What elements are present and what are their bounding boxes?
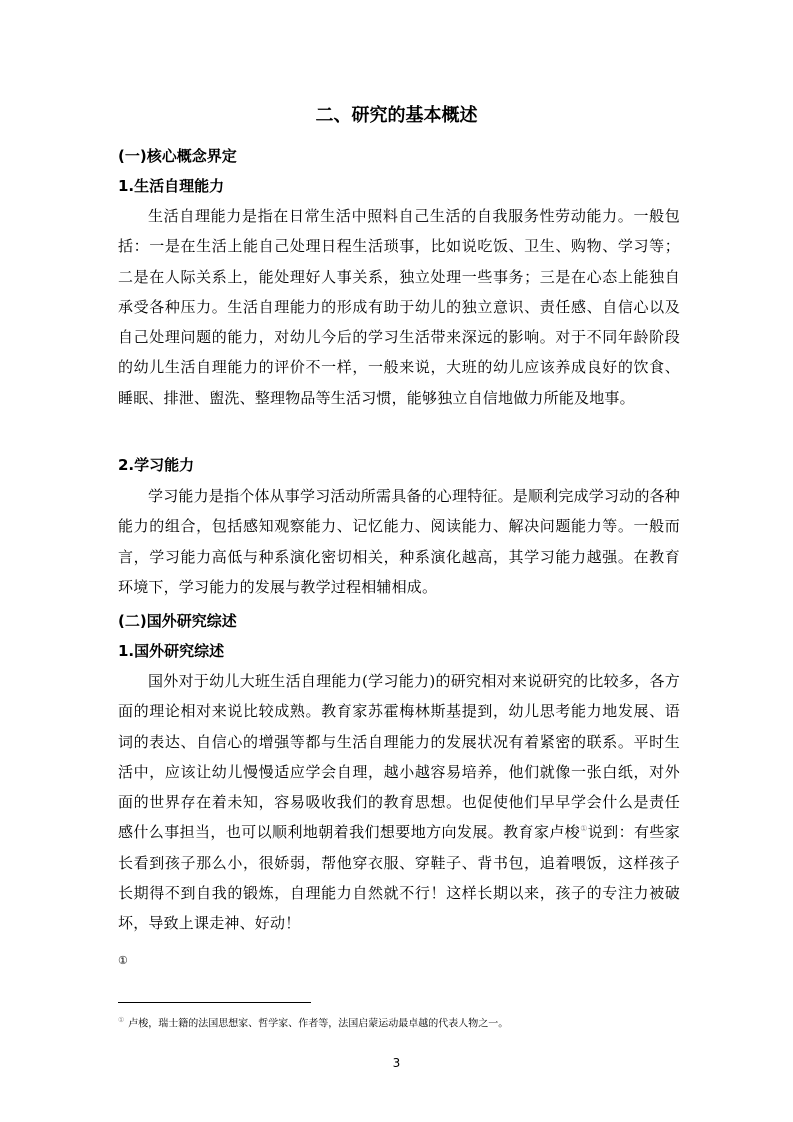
paragraph-self-care: 生活自理能力是指在日常生活中照料自己生活的自我服务性劳动能力。一般包括：一是在生活上能自己处理日程生活琐事，比如说吃饭、卫生、购物、学习等；二是在人际关系上，能处理好人事关系，独立处理一些事务；三是在心态上能独自承受各种压力。生活自理能力的形成有助于幼儿的独立意识、责任感、自信心以及自己处理问题的能力，对幼儿今后的学习生活带来深远的影响。对于不同年龄阶段的幼儿生活自理能力的评价不一样，一般来说，大班的幼儿应该养成良好的饮食、睡眠、排泄、盥洗、整理物品等生活习惯，能够独立自信地做力所能及地事。 — [118, 207, 680, 407]
footnote-mark: ① — [118, 1016, 125, 1024]
trailing-footnote-mark: ① — [118, 954, 128, 967]
subsection-heading-self-care: 1.生活自理能力 — [118, 177, 225, 195]
paragraph-learning-ability: 学习能力是指个体从事学习活动所需具备的心理特征。是顺利完成学习动的各种能力的组合，包括感知观察能力、记忆能力、阅读能力、解决问题能力等。一般而言，学习能力高低与种系演化密切相关，种系演化越高，其学习能力越强。在教育环境下，学习能力的发展与教学过程相辅相成。 — [118, 487, 681, 596]
footnote-text: 卢梭，瑞士籍的法国思想家、哲学家、作者等，法国启蒙运动最卓越的代表人物之一。 — [128, 1018, 509, 1030]
subsection-heading-learning-ability: 2.学习能力 — [118, 456, 195, 474]
paragraph-foreign-research — [118, 666, 680, 939]
section-heading-core-concepts: (一)核心概念界定 — [118, 147, 237, 165]
paragraph-foreign-research-part1: 国外对于幼儿大班生活自理能力(学习能力)的研究相对来说研究的比较多，各方面的理论相对来说比较成熟。教育家苏霍梅林斯基提到，幼儿思考能力地发展、语词的表达、自信心的增强等都与生活自理能力的发展状况有着紧密的联系。平时生活中，应该让幼儿慢慢适应学会自理，越小越容易培养，他们就像一张白纸，对外面的世界存在着未知，容易吸收我们的教育思想。也促使他们早早学会什么是责任感什么事担当，也可以顺利地朝着我们想要地方向发展。教育家卢梭 — [118, 672, 680, 842]
page-title: 二、研究的基本概述 — [315, 105, 478, 126]
footnote-reference-mark[interactable]: ① — [580, 824, 588, 834]
subsection-heading-foreign-research: 1.国外研究综述 — [118, 642, 225, 660]
paragraph-foreign-research-part2: 说到：有些家长看到孩子那么小，很娇弱，帮他穿衣服、穿鞋子、背书包，追着喂饭，这样孩子长期得不到自我的锻炼，自理能力自然就不行！这样长期以来，孩子的专注力被破坏，导致上课走神、好动！ — [118, 823, 680, 933]
footnote-separator — [118, 1002, 311, 1003]
page-number: 3 — [392, 1056, 401, 1070]
section-heading-foreign-research: (二)国外研究综述 — [118, 612, 237, 630]
footnote — [118, 1013, 508, 1031]
